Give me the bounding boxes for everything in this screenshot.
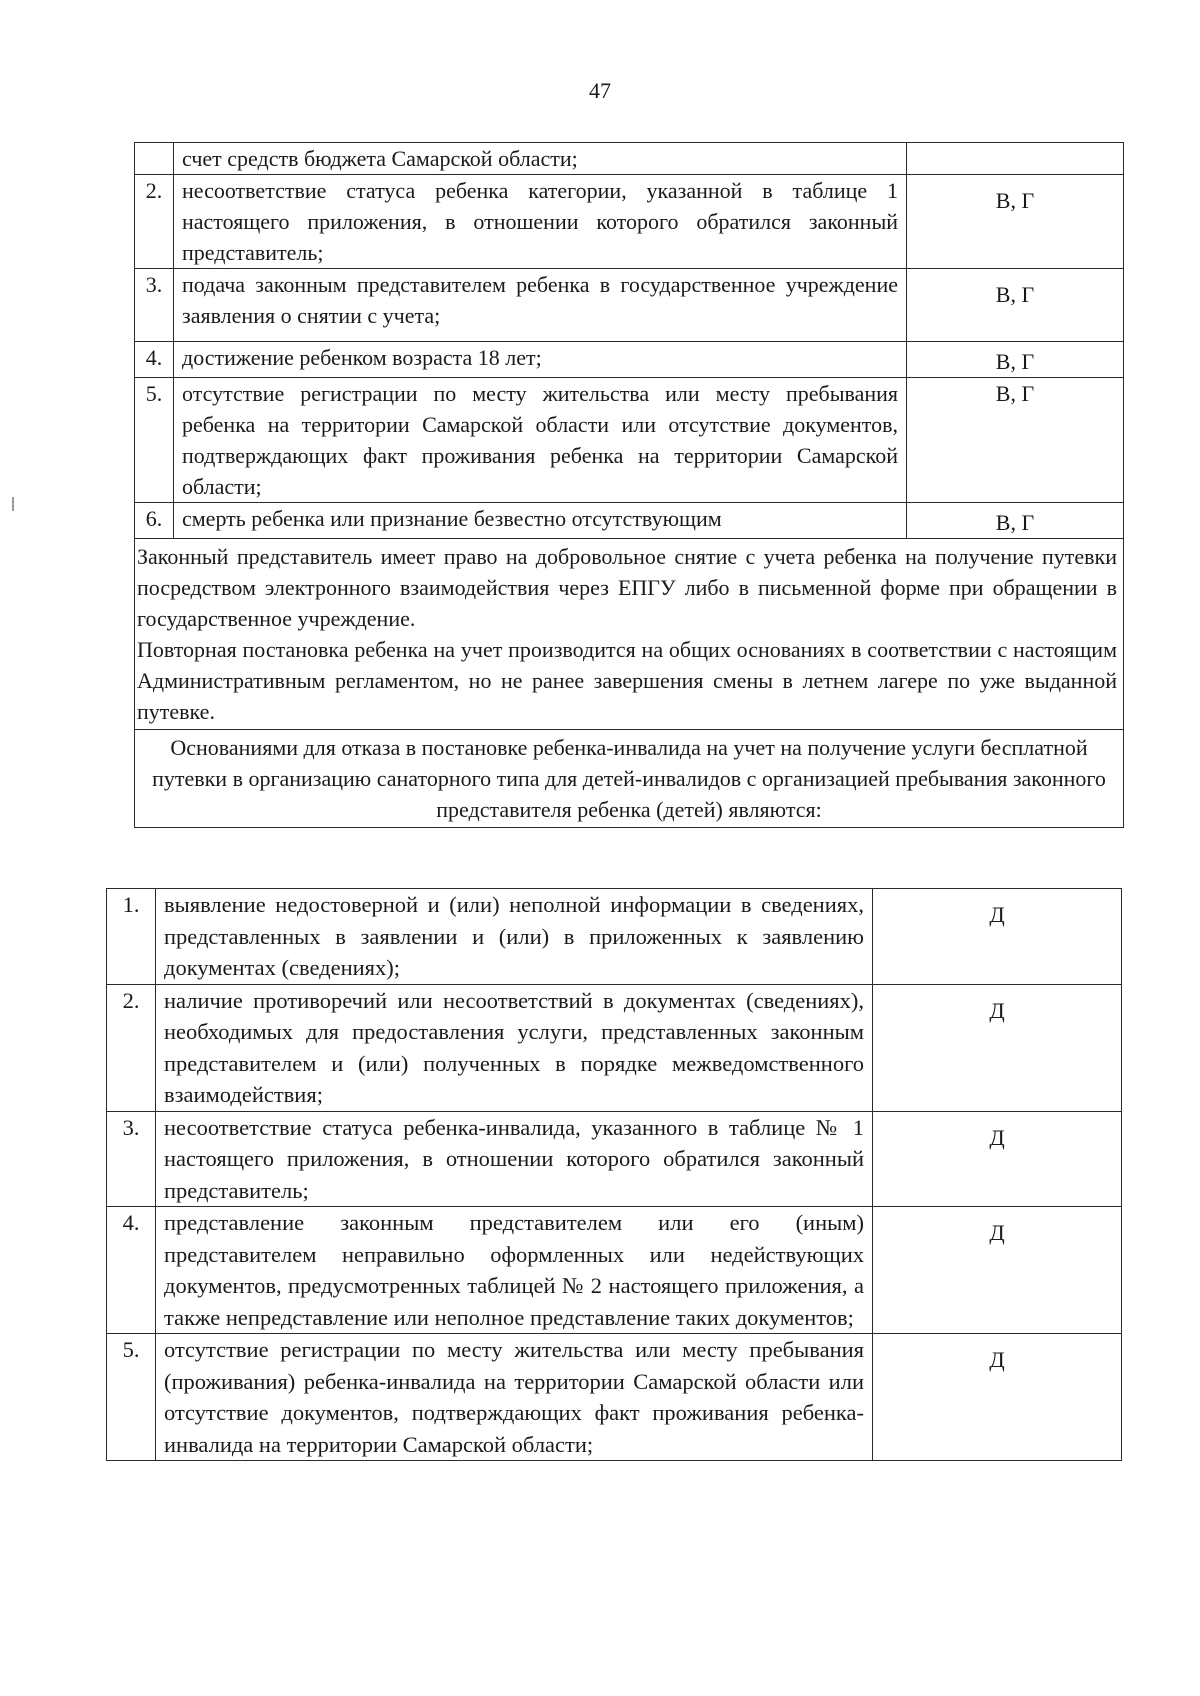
row-code: В, Г (907, 342, 1124, 378)
table-row (135, 269, 1124, 342)
row-number: 2. (107, 984, 156, 1111)
row-text: подача законным представителем ребенка в государственное учреждение заявления о снятии с учета; (174, 269, 907, 342)
heading-row (135, 730, 1124, 828)
row-number: 1. (107, 889, 156, 985)
row-number: 4. (107, 1207, 156, 1334)
row-code (907, 143, 1124, 175)
scan-mark (12, 497, 14, 511)
grounds-table-upper (134, 142, 1124, 828)
row-number: 2. (135, 175, 174, 269)
table-row (135, 503, 1124, 539)
row-number: 3. (107, 1111, 156, 1207)
voluntary-removal-note: Законный представитель имеет право на добровольное снятие с учета ребенка на получение путевки посредством электронного взаимодействия через ЕПГУ либо в письменной форме при обращении в государственное учреждение. (137, 544, 1117, 631)
row-code: Д (873, 984, 1122, 1111)
row-text: счет средств бюджета Самарской области; (174, 143, 907, 175)
row-text: представление законным представителем или его (иным) представителем неправильно оформленных или недействующих документов, предусмотренных таблицей № 2 настоящего приложения, а также непредставление или неполное представление таких документов; (156, 1207, 873, 1334)
row-number: 5. (135, 378, 174, 503)
row-text: наличие противоречий или несоответствий в документах (сведениях), необходимых для предоставления услуги, представленных законным представителем и (или) полученных в порядке межведомственного взаимодействия; (156, 984, 873, 1111)
row-code: Д (873, 1334, 1122, 1461)
row-code: В, Г (907, 269, 1124, 342)
row-code: Д (873, 1111, 1122, 1207)
row-number: 5. (107, 1334, 156, 1461)
note-row (135, 539, 1124, 730)
row-number: 6. (135, 503, 174, 539)
refusal-grounds-heading: Основаниями для отказа в постановке ребенка-инвалида на учет на получение услуги бесплатной путевки в организацию санаторного типа для детей-инвалидов с организацией пребывания законного представителя ребенка (детей) являются: (135, 730, 1124, 828)
row-code: Д (873, 1207, 1122, 1334)
row-text: несоответствие статуса ребенка категории, указанной в таблице 1 настоящего приложения, в отношении которого обратился законный представитель; (174, 175, 907, 269)
re-registration-note: Повторная постановка ребенка на учет производится на общих основаниях в соответствии с настоящим Административным регламентом, но не ранее завершения смены в летнем лагере по уже выданной путевке. (137, 637, 1117, 724)
page-number: 47 (589, 78, 611, 103)
row-text: смерть ребенка или признание безвестно отсутствующим (174, 503, 907, 539)
row-text: достижение ребенком возраста 18 лет; (174, 342, 907, 378)
grounds-table-lower (106, 888, 1122, 1461)
row-number: 4. (135, 342, 174, 378)
table-row (107, 1334, 1122, 1461)
row-text: выявление недостоверной и (или) неполной информации в сведениях, представленных в заявлении и (или) в приложенных к заявлению документах (сведениях); (156, 889, 873, 985)
row-code: В, Г (907, 378, 1124, 503)
table-row (135, 175, 1124, 269)
row-number: 3. (135, 269, 174, 342)
row-code: Д (873, 889, 1122, 985)
row-text: несоответствие статуса ребенка-инвалида, указанного в таблице № 1 настоящего приложения, в отношении которого обратился законный представитель; (156, 1111, 873, 1207)
table-row (107, 889, 1122, 985)
table-row (107, 1111, 1122, 1207)
table-row (107, 984, 1122, 1111)
note-cell (135, 539, 1124, 730)
row-text: отсутствие регистрации по месту жительства или месту пребывания ребенка на территории Самарской области или отсутствие документов, подтверждающих факт проживания ребенка на территории Самарской области; (174, 378, 907, 503)
table-row (135, 378, 1124, 503)
row-text: отсутствие регистрации по месту жительства или месту пребывания (проживания) ребенка-инвалида на территории Самарской области или отсутствие документов, подтверждающих факт проживания ребенка-инвалида на территории Самарской области; (156, 1334, 873, 1461)
table-row (107, 1207, 1122, 1334)
row-code: В, Г (907, 503, 1124, 539)
row-number (135, 143, 174, 175)
table-row (135, 342, 1124, 378)
table-row (135, 143, 1124, 175)
row-code: В, Г (907, 175, 1124, 269)
